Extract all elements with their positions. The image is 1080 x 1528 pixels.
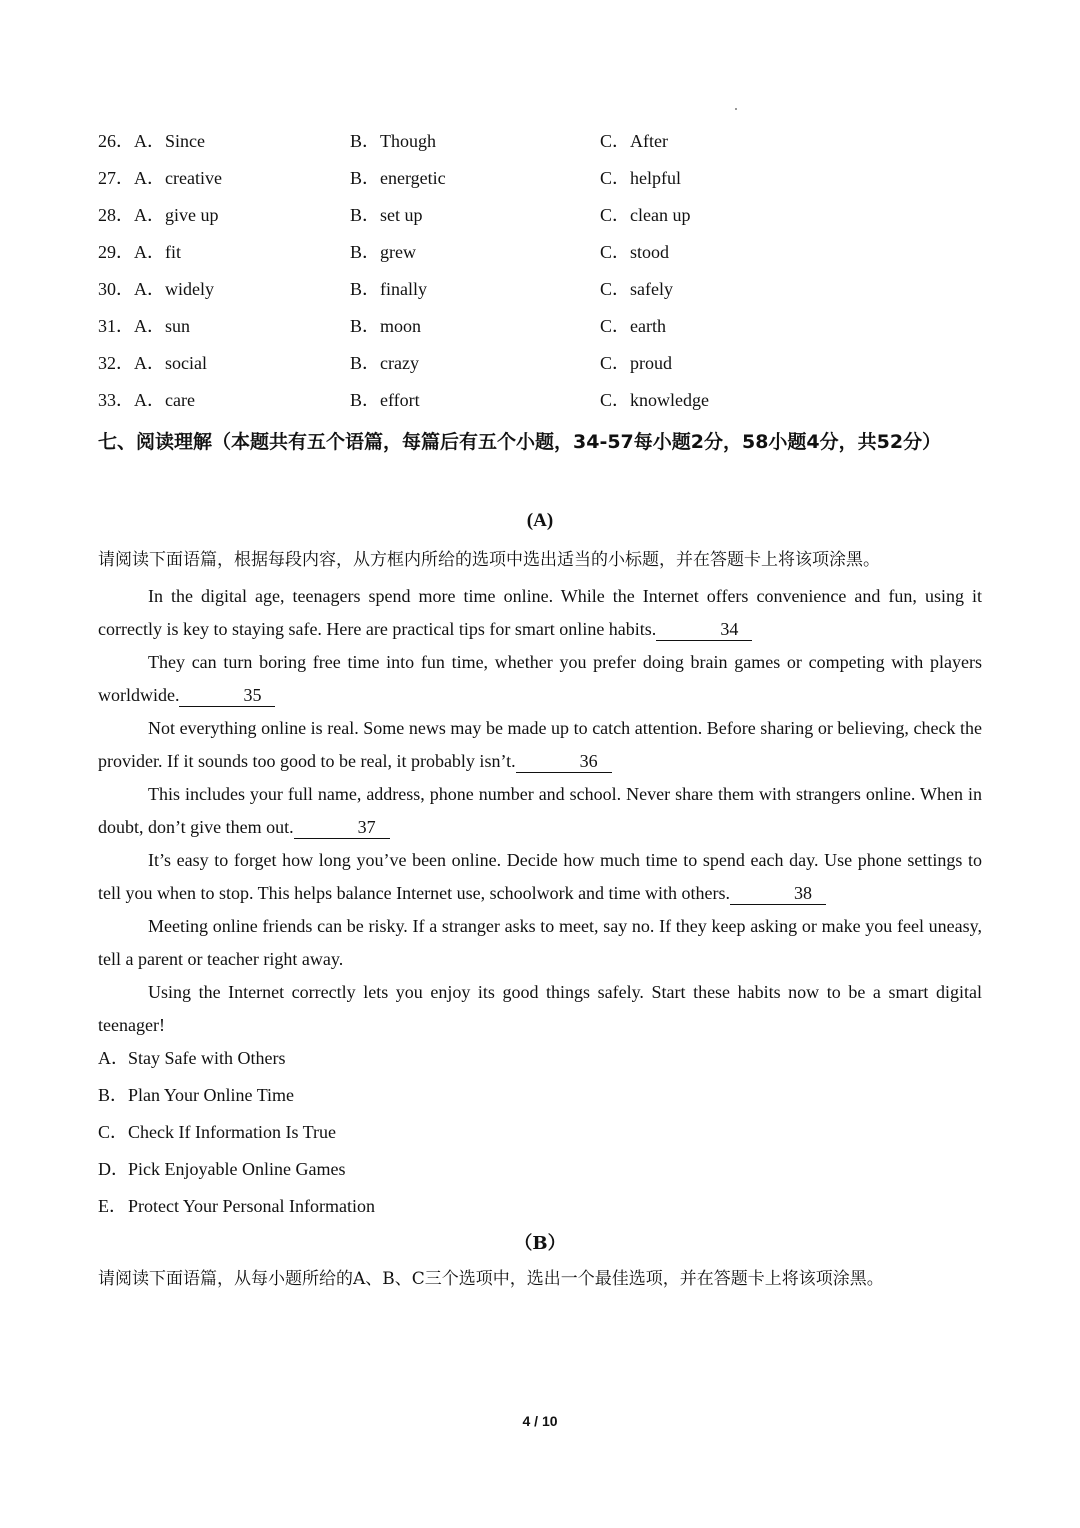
- list-item: C．Check If Information Is True: [98, 1122, 336, 1142]
- answer-blank: 36: [516, 750, 612, 773]
- page-number: 4 / 10: [522, 1413, 558, 1429]
- option-a: A．widely: [134, 279, 214, 299]
- option-c: C．earth: [600, 316, 666, 336]
- question-row: [98, 126, 998, 156]
- option-a: A．social: [134, 353, 207, 373]
- option-a: A．sun: [134, 316, 191, 336]
- section-heading: 七、阅读理解（本题共有五个语篇，每篇后有五个小题，34-57每小题2分，58小题4分，共52分）: [98, 431, 942, 453]
- part-a-title: (A): [526, 510, 554, 531]
- question-row: [98, 163, 998, 193]
- option-b: B．moon: [350, 316, 422, 336]
- option-c: C．proud: [600, 353, 672, 373]
- question-number: 33．: [98, 390, 134, 410]
- question-number: 28．: [98, 205, 134, 225]
- heading-options: [98, 1041, 698, 1226]
- passage-paragraph: In the digital age, teenagers spend more time online. While the Internet offers convenience and fun, using it correctly is key to staying safe. Here are practical tips for smart online habits. 34: [98, 586, 982, 639]
- question-number: 29．: [98, 242, 134, 262]
- passage-paragraph: It’s easy to forget how long you’ve been online. Decide how much time to spend each day. Use phone settings to tell you when to stop. This helps balance Internet use, schoolwork and time with others. 38: [98, 850, 982, 903]
- question-row: [98, 348, 998, 378]
- part-a-instruction: 请阅读下面语篇，根据每段内容，从方框内所给的选项中选出适当的小标题，并在答题卡上将该项涂黑。: [98, 550, 880, 570]
- answer-blank: 38: [730, 882, 826, 905]
- option-a: A．give up: [134, 205, 219, 225]
- question-number: 32．: [98, 353, 134, 373]
- passage-paragraph: This includes your full name, address, phone number and school. Never share them with strangers online. When in doubt, don’t give them out. 37: [98, 784, 982, 837]
- passage-paragraph: Meeting online friends can be risky. If a stranger asks to meet, say no. If they keep asking or make you feel uneasy, tell a parent or teacher right away.: [98, 916, 982, 969]
- option-b: B．Though: [350, 131, 437, 151]
- question-number: 31．: [98, 316, 134, 336]
- option-b: B．finally: [350, 279, 427, 299]
- part-b-title: （B）: [514, 1233, 566, 1254]
- option-a: A．creative: [134, 168, 222, 188]
- option-b: B．energetic: [350, 168, 446, 188]
- option-c: C．clean up: [600, 205, 691, 225]
- option-b: B．set up: [350, 205, 423, 225]
- option-b: B．grew: [350, 242, 416, 262]
- question-row: [98, 385, 998, 415]
- question-number: 27．: [98, 168, 134, 188]
- part-b-instruction: 请阅读下面语篇，从每小题所给的A、B、C三个选项中，选出一个最佳选项，并在答题卡上将该项涂黑。: [98, 1269, 884, 1289]
- option-a: A．Since: [134, 131, 205, 151]
- list-item: D．Pick Enjoyable Online Games: [98, 1159, 346, 1179]
- passage: [98, 580, 982, 1042]
- option-b: B．crazy: [350, 353, 419, 373]
- answer-blank: 34: [656, 618, 752, 641]
- answer-blank: 35: [179, 684, 275, 707]
- question-row: [98, 200, 998, 230]
- option-b: B．effort: [350, 390, 420, 410]
- list-item: E．Protect Your Personal Information: [98, 1196, 375, 1216]
- option-c: C．After: [600, 131, 668, 151]
- passage-paragraph: Using the Internet correctly lets you enjoy its good things safely. Start these habits now to be a smart digital teenager!: [98, 982, 982, 1035]
- option-c: C．safely: [600, 279, 673, 299]
- question-row: [98, 274, 998, 304]
- option-c: C．knowledge: [600, 390, 709, 410]
- option-c: C．stood: [600, 242, 670, 262]
- list-item: A．Stay Safe with Others: [98, 1048, 286, 1068]
- question-row: [98, 311, 998, 341]
- list-item: B．Plan Your Online Time: [98, 1085, 295, 1105]
- question-number: 26．: [98, 131, 134, 151]
- scan-speck: [735, 108, 737, 110]
- question-number: 30．: [98, 279, 134, 299]
- option-a: A．care: [134, 390, 195, 410]
- passage-paragraph: Not everything online is real. Some news may be made up to catch attention. Before sharing or believing, check the provider. If it sounds too good to be real, it probably isn’t. 36: [98, 718, 982, 771]
- option-a: A．fit: [134, 242, 181, 262]
- option-c: C．helpful: [600, 168, 681, 188]
- question-row: [98, 237, 998, 267]
- passage-paragraph: They can turn boring free time into fun time, whether you prefer doing brain games or competing with players worldwide. 35: [98, 652, 982, 705]
- answer-blank: 37: [294, 816, 390, 839]
